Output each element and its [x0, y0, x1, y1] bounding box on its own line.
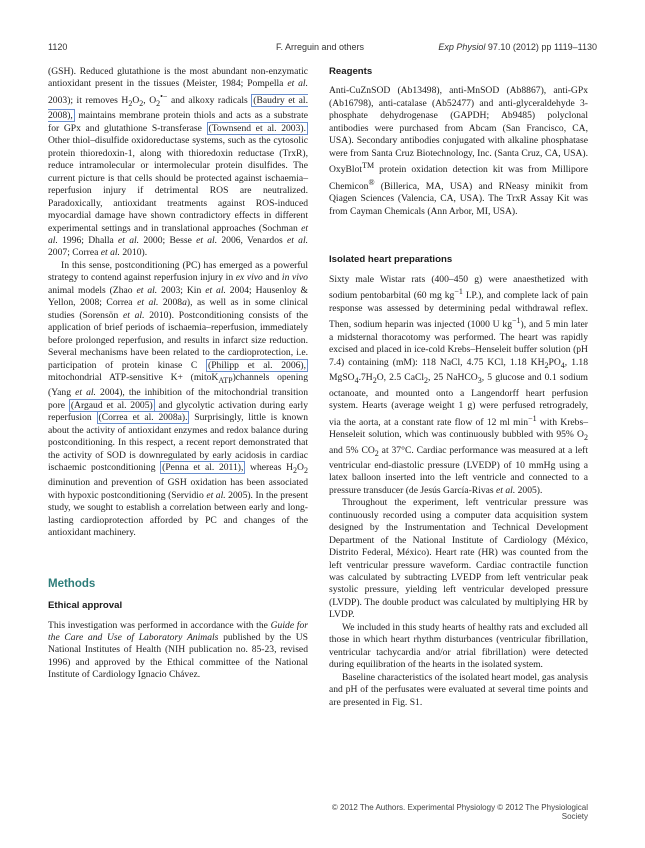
ethical-approval-heading: Ethical approval	[48, 600, 123, 612]
citation-link[interactable]: (Townsend et al. 2003).	[208, 122, 306, 134]
paragraph-intro-gsh: (GSH). Reduced glutathione is the most abundant non-enzymatic antioxidant present in the tissues (Meister, 1984; Pompella et al. 2003); it removes $H_2O_2$, $O_2^{•-}$ and alkoxy radicals (Baudry et al. 2008), maintains membrane protein thiols and acts as a substrate for GPx and glutathione S-transferase (Townsend et al. 2003). Other thiol–disulfide oxidoreductase systems, such as the cytosolic protein thioredoxin-1, along with thioredoxin reductase (TrxR), reduce intramolecular or intermolecular protein disulfides. The current picture is that cells should be protected against ischaemia–reperfusion injury if detrimental ROS are neutralized. Paradoxically, antioxidant treatments against ROS-induced myocardial damage have shown contradictory effects in different experimental settings and in translational approaches (Sochman et al. 1996; Dhalla et al. 2000; Besse et al. 2006, Venardos et al. 2007; Correa et al. 2010).	[48, 66, 309, 259]
journal-name: Exp Physiol	[438, 42, 486, 52]
journal-citation	[438, 42, 597, 52]
paragraph-lv-pressure: Throughout the experiment, left ventricular pressure was continuously recorded using a computer data acquisition system designed by the Instrumentation and Technical Development Department of the National Institute of Cardiology (México, Distrito Federal, México). Heart rate (HR) was counted from the left ventricular pressure waveform. Cardiac contractile function was calculated by subtracting LVEDP from left ventricular peak systolic pressure, yielding left ventricular developed pressure (LVDP). The double product was calculated by multiplying HR by LVDP.	[329, 497, 588, 621]
paragraph-postconditioning: In this sense, postconditioning (PC) has emerged as a powerful strategy to contend against reperfusion injury in ex vivo and in vivo animal models (Zhao et al. 2003; Kin et al. 2004; Hausenloy & Yellon, 2008; Correa et al. 2008a), as well as in some clinical studies (Sorensön et al. 2010). Postconditioning consists of the application of brief periods of ischaemia–reperfusion, immediately before prolonged reperfusion, and results in infarct size reduction. Several mechanisms have been related to the cardioprotection, i.e. participation of protein kinase C (Philipp et al. 2006), mitochondrial ATP-sensitive K+ (mitoK$_{ATP}$)channels opening (Yang et al. 2004), the inhibition of the mitochondrial transition pore (Argaud et al. 2005) and glycolytic activation during early reperfusion (Correa et al. 2008a). Surprisingly, little is known about the activity of antioxidant enzymes and redox balance during postconditioning. In this respect, a recent report demonstrated that the activity of SOD is downregulated by early acidosis in cardiac ischaemic postconditioning (Penna et al. 2011), whereas $H_2O_2$ diminution and prevention of GSH oxidation has been associated with hypoxic postconditioning (Servidio et al. 2005). In the present study, we sought to establish a correlation between early and long-lasting cardioprotection afforded by PC and changes of the antioxidant machinery.	[48, 259, 309, 539]
running-header	[48, 42, 597, 56]
citation-link[interactable]: (Baudry et al. 2008),	[48, 95, 308, 122]
copyright-footer: © 2012 The Authors. Experimental Physiology © 2012 The Physiological Society	[331, 803, 588, 821]
methods-heading: Methods	[48, 577, 96, 590]
citation-link[interactable]: (Correa et al. 2008a).	[98, 412, 188, 424]
paragraph-reagents: Anti-CuZnSOD (Ab13498), anti-MnSOD (Ab8867), anti-GPx (Ab16798), anti-catalase (Ab52477) and anti-glyceraldehyde 3-phosphate dehydrogenase (GAPDH; Ab9485) polyclonal antibodies were purchased from Abcam (San Francisco, CA, USA). Secondary antibodies conjugated with alkaline phosphatase were from Santa Cruz Biotechnology, Inc. (Santa Cruz, CA, USA). OxyBlot™ protein oxidation detection kit was from Millipore Chemicon® (Billerica, MA, USA) and RNeasy minikit from Qiagen Sciences (Valencia, CA, USA). The TrxR Assay Kit was from Cayman Chemicals (Ann Arbor, MI, USA).	[329, 85, 588, 217]
paragraph-exclusion: We included in this study hearts of healthy rats and excluded all those in which heart rhythm disturbances (ventricular fibrillation, ventricular tachycardia and/or atrial fibrillation) were detected during equilibration of the hearts in the isolated system.	[329, 621, 588, 671]
left-column	[48, 66, 308, 682]
running-authors: F. Arreguin and others	[276, 42, 365, 52]
citation-link[interactable]: (Argaud et al. 2005)	[70, 399, 153, 411]
citation-link[interactable]: (Philipp et al. 2006),	[208, 359, 307, 371]
citation-link[interactable]: (Penna et al. 2011),	[162, 462, 244, 474]
isolated-heart-heading: Isolated heart preparations	[329, 254, 453, 266]
volume-info: 97.10 (2012) pp 1119–1130	[485, 42, 597, 52]
right-column	[329, 66, 588, 709]
paragraph-ethical-approval: This investigation was performed in accordance with the Guide for the Care and Use of Laboratory Animals published by the US National Institutes of Health (NIH publication no. 85-23, revised 1996) and approved by the Ethical committee of the National Institute of Cardiology Ignacio Chávez.	[48, 619, 308, 681]
paragraph-isolated-heart: Sixty male Wistar rats (400–450 g) were anaesthetized with sodium pentobarbital (60 mg $kg^{-1}$ I.P.), and complete lack of pain response was assessed by determining pedal withdrawal reflex. Then, sodium heparin was injected (1000 U $kg^{-1}$), and 5 min later a midsternal thoracotomy was performed. The heart was rapidly excised and placed in ice-cold Krebs–Henseleit buffer solution (pH 7.4) containing (mM): 118 NaCl, 4.75 KCl, 1.18 $KH_2PO_4$, 1.18 $MgSO_4.7H_2O$, 2.5 CaCl$_2$, 25 NaHCO$_3$, 5 glucose and 0.1 sodium octanoate, and mounted onto a Langendorff heart perfusion system. Hearts (average weight 1 g) were perfused retrogradely, via the aorta, at a constant rate flow of 12 ml $\min^{-1}$ with Krebs–Henseleit solution, which was continuously bubbled with 95% $O_2$ and 5% $CO_2$ at 37°C. Cardiac performance was measured at a left ventricular end-diastolic pressure (LVEDP) of 10 mmHg using a latex balloon inserted into the left ventricle and connected to a pressure transducer (de Jesús García-Rivas et al. 2005).	[329, 273, 589, 496]
page-number: 1120	[48, 42, 68, 52]
paragraph-baseline: Baseline characteristics of the isolated heart model, gas analysis and pH of the perfusates were evaluated at several time points and are presented in Fig. S1.	[329, 671, 588, 708]
reagents-heading: Reagents	[329, 66, 373, 77]
